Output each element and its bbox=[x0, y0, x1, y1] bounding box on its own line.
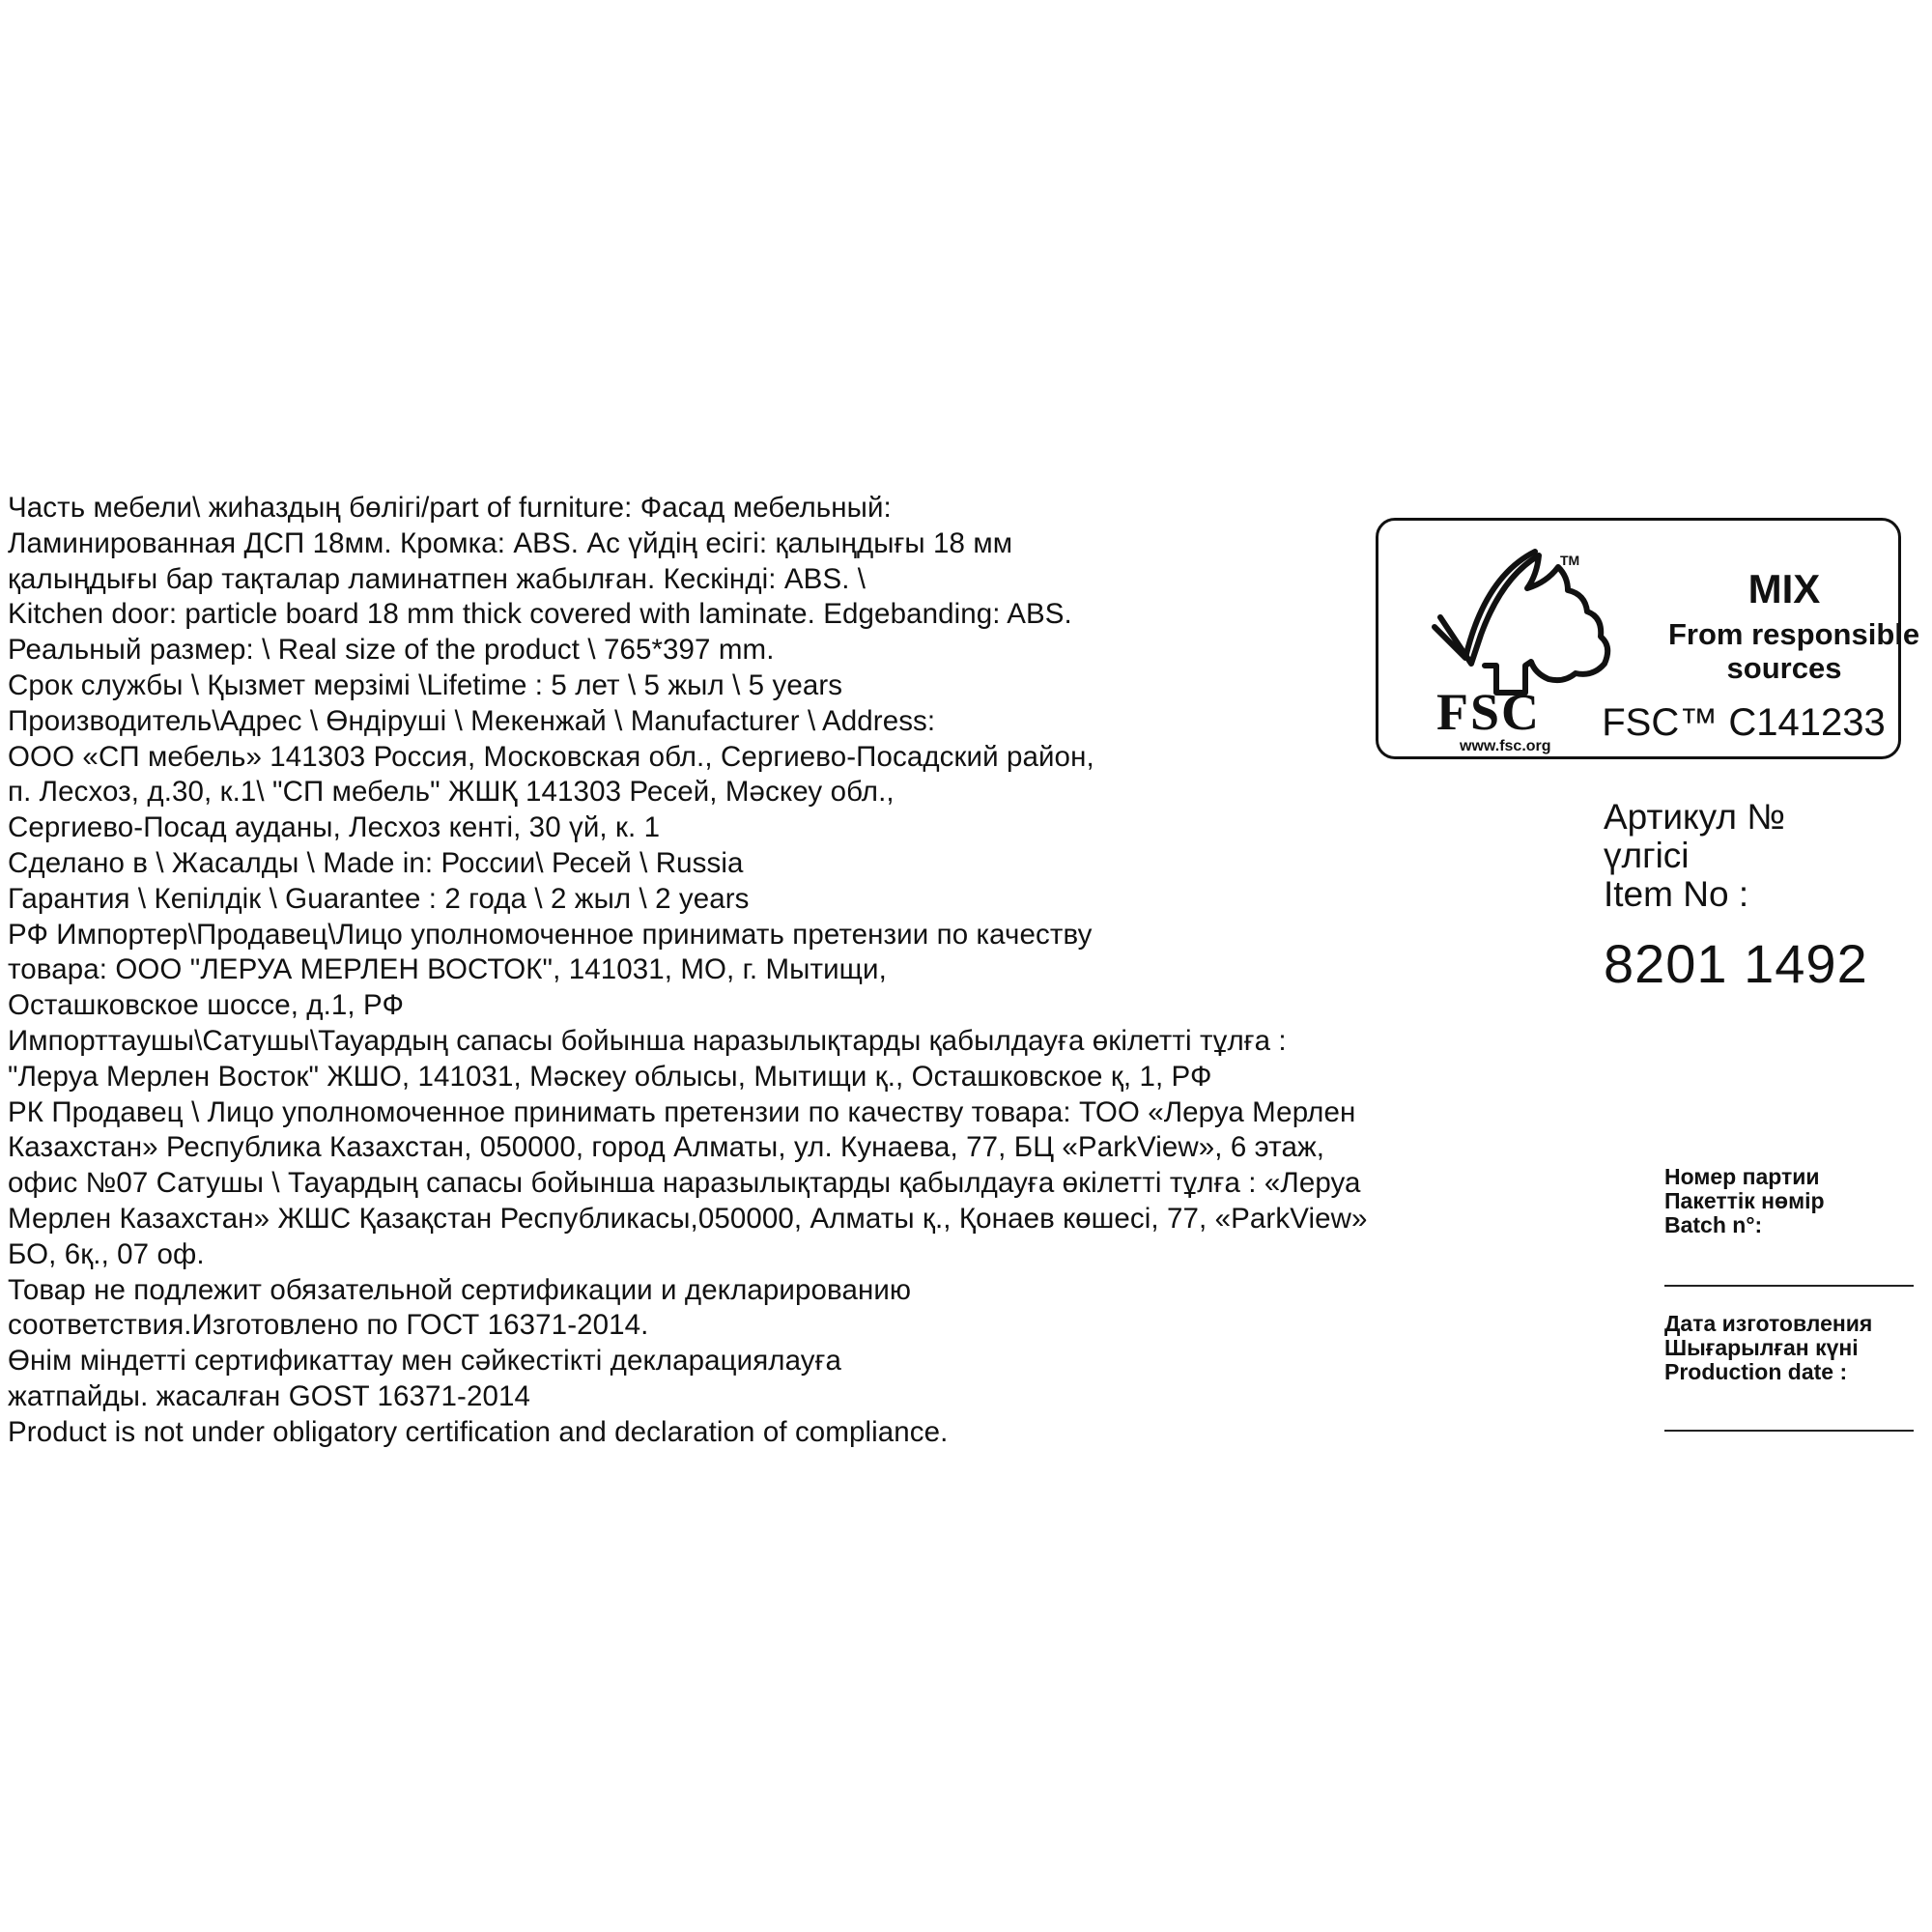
fsc-certification-box bbox=[1376, 518, 1920, 759]
batch-number-field-line bbox=[1664, 1285, 1914, 1287]
fsc-brand-wordmark: FSC bbox=[1436, 683, 1542, 741]
label-line: РФ Импортер\Продавец\Лицо уполномоченное принимать претензии по качеству bbox=[8, 918, 1093, 951]
batch-label-line: Номер партии bbox=[1664, 1164, 1820, 1189]
label-line: Kitchen door: particle board 18 mm thick covered with laminate. Edgebanding: ABS. bbox=[8, 598, 1072, 631]
batch-label-line: Пакеттік нөмір bbox=[1664, 1188, 1825, 1213]
production-label-line: Production date : bbox=[1664, 1359, 1848, 1384]
label-line: Часть мебели\ жиһаздың бөлігі/part of furniture: Фасад мебельный: bbox=[8, 492, 892, 524]
fsc-responsible-line: sources bbox=[1726, 651, 1842, 685]
article-number: 8201 1492 bbox=[1604, 933, 1868, 994]
fsc-mix-label: MIX bbox=[1747, 566, 1821, 611]
label-line: Срок службы \ Қызмет мерзімі \Lifetime : 5 лет \ 5 жыл \ 5 years bbox=[8, 668, 843, 701]
label-line: РК Продавец \ Лицо уполномоченное принимать претензии по качеству товара: ТОО «Леруа Мерлен bbox=[8, 1095, 1356, 1128]
label-line: Гарантия \ Кепілдік \ Guarantee : 2 года \ 2 жыл \ 2 years bbox=[8, 882, 750, 915]
label-line: Импорттаушы\Сатушы\Тауардың сапасы бойынша наразылықтарды қабылдауға өкілетті тұлға : bbox=[8, 1024, 1287, 1057]
label-line: жатпайды. жасалған GOST 16371-2014 bbox=[8, 1379, 530, 1412]
label-line: соответствия.Изготовлено по ГОСТ 16371-2014. bbox=[8, 1309, 649, 1342]
label-line: товара: ООО "ЛЕРУА МЕРЛЕН ВОСТОК", 141031, МО, г. Мытищи, bbox=[8, 953, 887, 986]
production-label-line: Дата изготовления bbox=[1664, 1311, 1873, 1336]
label-line: Осташковское шоссе, д.1, РФ bbox=[8, 989, 404, 1022]
label-line: Казахстан» Республика Казахстан, 050000, город Алматы, ул. Кунаева, 77, БЦ «ParkView», 6 этаж, bbox=[8, 1131, 1325, 1164]
fsc-tm-mark: TM bbox=[1560, 553, 1580, 568]
label-line: Ламинированная ДСП 18мм. Кромка: ABS. Ас үйдің есігі: қалыңдығы 18 мм bbox=[8, 526, 1013, 559]
label-line: Өнім міндетті сертификаттау мен сәйкестікті декларациялауға bbox=[8, 1345, 841, 1378]
label-line: офис №07 Сатушы \ Тауардың сапасы бойынша наразылықтарды қабылдауға өкілетті тұлға : «Леруа bbox=[8, 1167, 1361, 1200]
fsc-licence-code: FSC™ C141233 bbox=[1602, 701, 1886, 744]
label-line: Сергиево-Посад ауданы, Лесхоз кенті, 30 үй, к. 1 bbox=[8, 811, 661, 844]
label-line: "Леруа Мерлен Восток" ЖШО, 141031, Мәскеу облысы, Мытищи қ., Осташковское қ, 1, РФ bbox=[8, 1060, 1212, 1093]
production-date-label bbox=[1664, 1312, 1916, 1384]
label-line: БО, 6қ., 07 оф. bbox=[8, 1237, 205, 1270]
label-line: Product is not under obligatory certification and declaration of compliance. bbox=[8, 1415, 949, 1448]
label-line: Товар не подлежит обязательной сертификации и декларированию bbox=[8, 1273, 912, 1306]
fsc-website: www.fsc.org bbox=[1460, 738, 1551, 754]
label-line: Мерлен Казахстан» ЖШС Қазақстан Республикасы,050000, Алматы қ., Қонаев көшесі, 77, «ParkView» bbox=[8, 1202, 1368, 1235]
label-line: ООО «СП мебель» 141303 Россия, Московская обл., Сергиево-Посадский район, bbox=[8, 740, 1094, 773]
article-label bbox=[1604, 798, 1913, 914]
fsc-responsible-line: From responsible bbox=[1668, 617, 1920, 651]
label-line: п. Лесхоз, д.30, к.1\ "СП мебель" ЖШҚ 141303 Ресей, Мәскеу обл., bbox=[8, 776, 895, 809]
batch-number-label bbox=[1664, 1165, 1916, 1237]
production-label-line: Шығарылған күні bbox=[1664, 1335, 1859, 1360]
batch-label-line: Batch n°: bbox=[1664, 1212, 1763, 1237]
fsc-responsible-sources bbox=[1668, 617, 1920, 685]
article-label-line: Артикул № bbox=[1604, 797, 1785, 837]
article-label-line: Item No : bbox=[1604, 874, 1749, 914]
label-line: қалыңдығы бар тақталар ламинатпен жабылған. Кескінді: ABS. \ bbox=[8, 562, 867, 595]
label-line: Сделано в \ Жасалды \ Made in: России\ Ресей \ Russia bbox=[8, 846, 744, 879]
label-line: Производитель\Адрес \ Өндіруші \ Мекенжай \ Manufacturer \ Address: bbox=[8, 704, 936, 737]
article-label-line: үлгісі bbox=[1604, 836, 1690, 875]
production-date-field-line bbox=[1664, 1430, 1914, 1432]
label-line: Реальный размер: \ Real size of the product \ 765*397 mm. bbox=[8, 634, 775, 667]
